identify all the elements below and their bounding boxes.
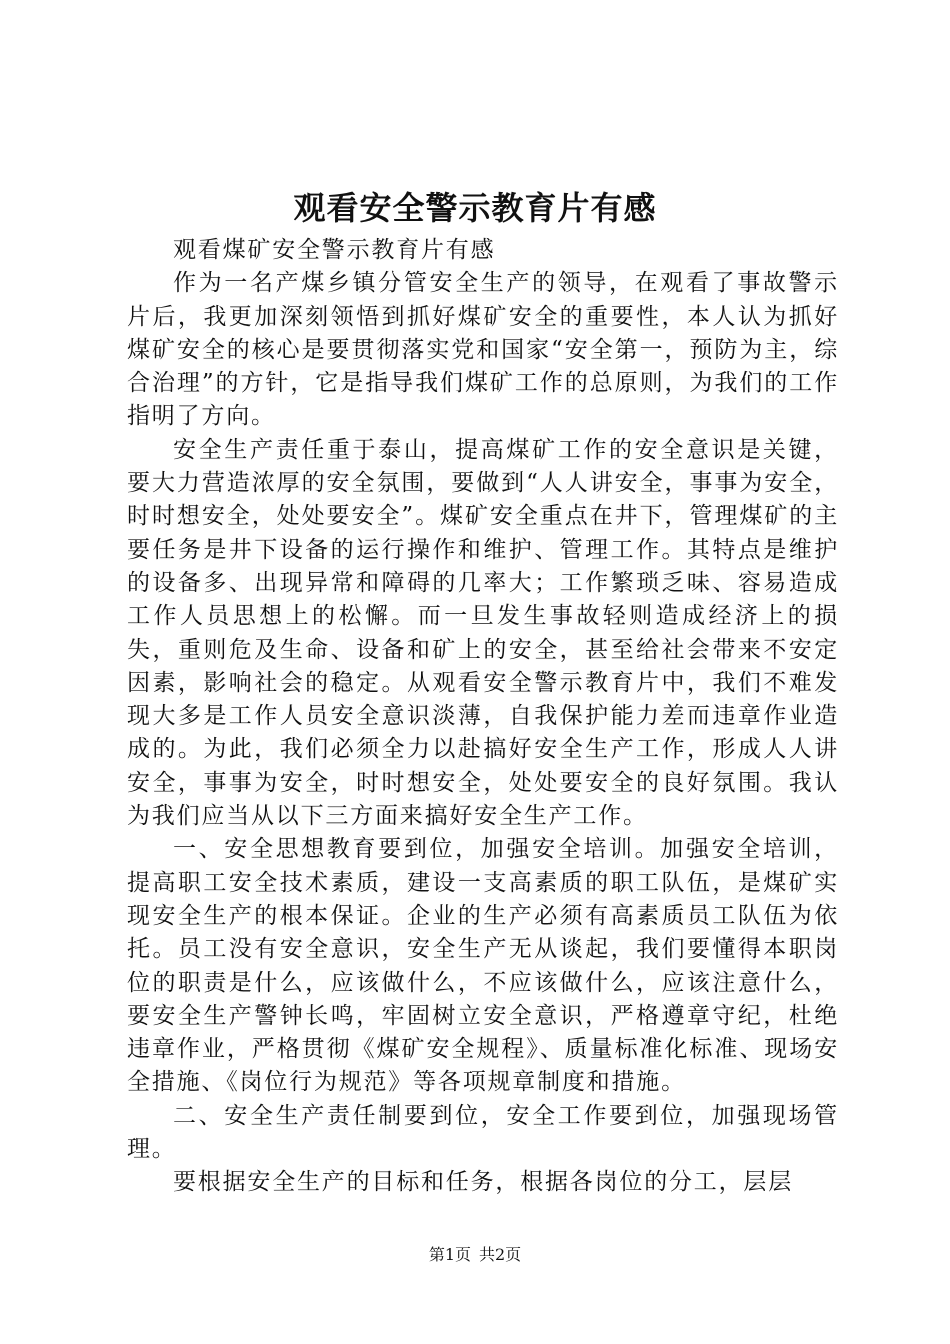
body-paragraph: 一、安全思想教育要到位，加强安全培训。加强安全培训，提高职工安全技术素质，建设一支高素质的职工队伍，是煤矿实现安全生产的根本保证。企业的生产必须有高素质员工队伍为依托。员工没有安全意识，安全生产无从谈起，我们要懂得本职岗位的职责是什么，应该做什么，不应该做什么，应该注意什么，要安全生产警钟长鸣，牢固树立安全意识，严格遵章守纪，杜绝违章作业，严格贯彻《煤矿安全规程》、质量标准化标准、现场安全措施、《岗位行为规范》等各项规章制度和措施。 <box>127 836 839 1096</box>
subtitle-paragraph: 观看煤矿安全警示教育片有感 <box>173 237 496 263</box>
document-title: 观看安全警示教育片有感 <box>293 189 657 227</box>
page-total: 共2页 <box>479 1245 522 1264</box>
page-number: 第1页 <box>428 1245 471 1264</box>
body-paragraph: 二、安全生产责任制要到位，安全工作要到位，加强现场管理。 <box>127 1102 839 1163</box>
document-body <box>127 234 839 1200</box>
body-paragraph: 要根据安全生产的目标和任务，根据各岗位的分工，层层 <box>173 1169 793 1196</box>
page-footer <box>0 1244 950 1266</box>
body-paragraph: 安全生产责任重于泰山，提高煤矿工作的安全意识是关键，要大力营造浓厚的安全氛围，要做到“人人讲安全，事事为安全，时时想安全，处处要安全”。煤矿安全重点在井下，管理煤矿的主要任务是井下设备的运行操作和维护、管理工作。其特点是维护的设备多、出现异常和障碍的几率大；工作繁琐乏味、容易造成工作人员思想上的松懈。而一旦发生事故轻则造成经济上的损失，重则危及生命、设备和矿上的安全，甚至给社会带来不安定因素，影响社会的稳定。从观看安全警示教育片中，我们不难发现大多是工作人员安全意识淡薄，自我保护能力差而违章作业造成的。为此，我们必须全力以赴搞好安全生产工作，形成人人讲安全，事事为安全，时时想安全，处处要安全的良好氛围。我认为我们应当从以下三方面来搞好安全生产工作。 <box>127 436 839 830</box>
body-paragraph: 作为一名产煤乡镇分管安全生产的领导，在观看了事故警示片后，我更加深刻领悟到抓好煤矿安全的重要性，本人认为抓好煤矿安全的核心是要贯彻落实党和国家“安全第一，预防为主，综合治理”的方针，它是指导我们煤矿工作的总原则，为我们的工作指明了方向。 <box>127 270 839 430</box>
